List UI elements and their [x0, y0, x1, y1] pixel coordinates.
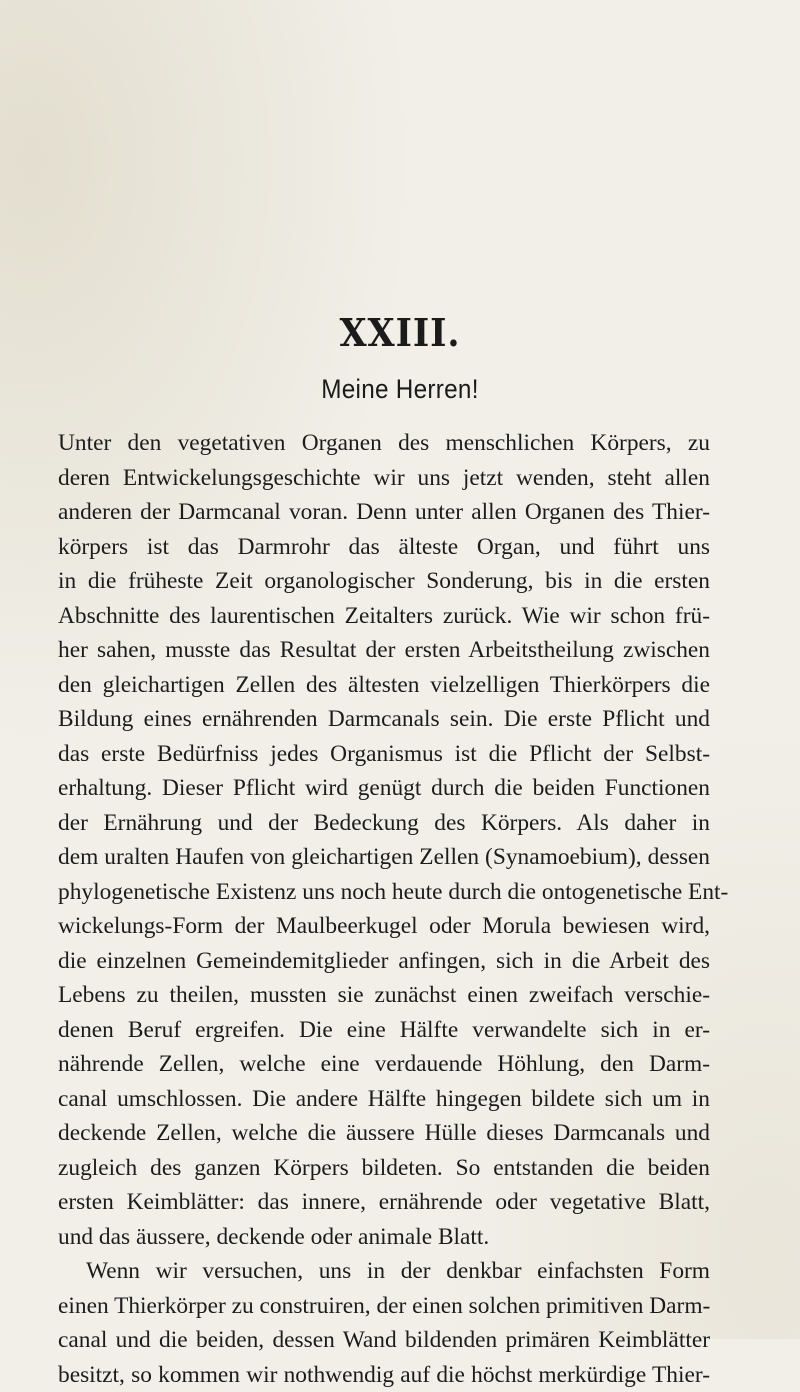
text-line: zugleich des ganzen Körpers bildeten. So entstanden die beiden	[58, 1151, 710, 1186]
text-line: deckende Zellen, welche die äussere Hülle dieses Darmcanals und	[58, 1116, 710, 1151]
body-text	[58, 426, 710, 1392]
text-line: erhaltung. Dieser Pflicht wird genügt durch die beiden Functionen	[58, 771, 710, 806]
text-line: dem uralten Haufen von gleichartigen Zellen (Synamoebium), dessen	[58, 840, 710, 875]
text-line: phylogenetische Existenz uns noch heute durch die ontogenetische Ent-	[58, 875, 710, 910]
text-line: canal umschlossen. Die andere Hälfte hingegen bildete sich um in	[58, 1082, 710, 1117]
text-line: einen Thierkörper zu construiren, der einen solchen primitiven Darm-	[58, 1289, 710, 1324]
text-line: und das äussere, deckende oder animale Blatt.	[58, 1220, 710, 1255]
text-line: wickelungs-Form der Maulbeerkugel oder Morula bewiesen wird,	[58, 909, 710, 944]
text-line: her sahen, musste das Resultat der ersten Arbeitstheilung zwischen	[58, 633, 710, 668]
text-line: in die früheste Zeit organologischer Sonderung, bis in die ersten	[58, 564, 710, 599]
salutation: Meine Herren!	[40, 374, 760, 405]
text-line: denen Beruf ergreifen. Die eine Hälfte verwandelte sich in er-	[58, 1013, 710, 1048]
text-line: der Ernährung und der Bedeckung des Körpers. Als daher in	[58, 806, 710, 841]
text-line: anderen der Darmcanal voran. Denn unter allen Organen des Thier-	[58, 495, 710, 530]
chapter-number: XXIII.	[32, 310, 768, 355]
text-line: besitzt, so kommen wir nothwendig auf die höchst merkürdige Thier-	[58, 1358, 710, 1392]
text-line: Abschnitte des laurentischen Zeitalters zurück. Wie wir schon frü-	[58, 599, 710, 634]
text-line: das erste Bedürfniss jedes Organismus ist die Pflicht der Selbst-	[58, 737, 710, 772]
text-line: canal und die beiden, dessen Wand bildenden primären Keimblätter	[58, 1323, 710, 1358]
text-line: Lebens zu theilen, mussten sie zunächst einen zweifach verschie-	[58, 978, 710, 1013]
text-line: ersten Keimblätter: das innere, ernährende oder vegetative Blatt,	[58, 1185, 710, 1220]
text-line: die einzelnen Gemeindemitglieder anfingen, sich in die Arbeit des	[58, 944, 710, 979]
text-line: Unter den vegetativen Organen des menschlichen Körpers, zu	[58, 426, 710, 461]
text-line: den gleichartigen Zellen des ältesten vielzelligen Thierkörpers die	[58, 668, 710, 703]
text-line: körpers ist das Darmrohr das älteste Organ, und führt uns	[58, 530, 710, 565]
text-line: deren Entwickelungsgeschichte wir uns jetzt wenden, steht allen	[58, 461, 710, 496]
text-line: Wenn wir versuchen, uns in der denkbar einfachsten Form	[58, 1254, 710, 1289]
text-line: Bildung eines ernährenden Darmcanals sein. Die erste Pflicht und	[58, 702, 710, 737]
text-line: nährende Zellen, welche eine verdauende Höhlung, den Darm-	[58, 1047, 710, 1082]
